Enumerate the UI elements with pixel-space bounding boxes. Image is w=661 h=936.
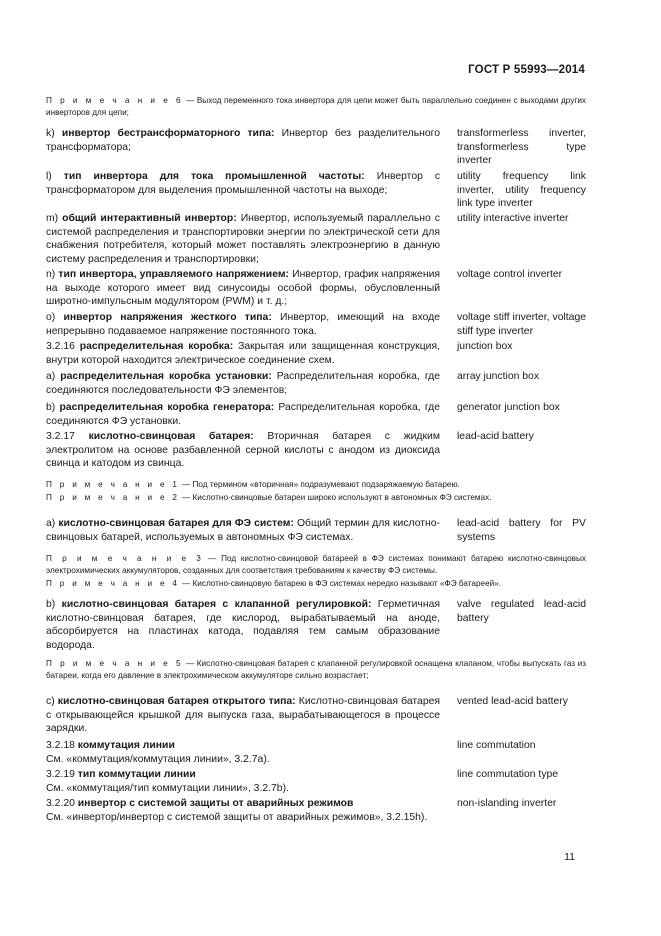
page-number: 11 — [564, 851, 575, 863]
note-label: П р и м е ч а н и е 6 — [46, 96, 184, 105]
term-ru: a) распределительная коробка установки: Распределительная коробка, где соединяются последовательности ФЭ элементов; — [46, 371, 440, 396]
note-4 — [46, 578, 586, 590]
term-definition: Кислотно-свинцовая батарея с открывающейся крышкой для выпуска газа, вырабатывающегося в процессе зарядки. — [46, 696, 441, 735]
term-definition: Вторичная батарея с жидким электролитом на основе разбавленной серной кислоты с анодом из диоксида свинца и катодом из свинца. — [46, 431, 440, 470]
term-title: коммутация линии — [77, 740, 175, 751]
term-ru: 3.2.18 коммутация линии См. «коммутация/коммутация линии», 3.2.7a). — [46, 740, 270, 765]
term-en: utility interactive inverter — [457, 213, 569, 224]
term-title: тип инвертора, управляемого напряжением: — [58, 269, 289, 280]
term-en: vented lead-acid battery — [457, 696, 568, 707]
term-definition: Общий термин для кислотно-свинцовых батарей, используемых в автономных ФЭ системах. — [46, 518, 440, 543]
term-ru: c) кислотно-свинцовая батарея открытого типа: Кислотно-свинцовая батарея с открывающейся крышкой для выпуска газа, вырабатывающегося в процессе зарядки. — [46, 696, 441, 735]
term-title: распределительная коробка генератора: — [59, 402, 275, 413]
note-label: П р и м е ч а н и е 4 — [46, 579, 180, 588]
term-title: общий интерактивный инвертор: — [62, 213, 237, 224]
term-en: line commutation type — [457, 769, 559, 780]
term-title: инвертор с системой защиты от аварийных режимов — [77, 798, 354, 809]
term-en: voltage stiff inverter, voltage stiff type inverter — [457, 312, 586, 337]
term-en: generator junction box — [457, 402, 560, 413]
term-title: распределительная коробка установки: — [60, 371, 272, 382]
term-definition: Инвертор, график напряжения на выходе которого имеет вид синусоиды особой формы, обусловленный широтно-импульсным модулятором (PWM) и т. д.; — [46, 269, 440, 308]
note-text: — Кислотно-свинцовая батарея с клапанной регулировкой оснащена клапаном, чтобы выпускать газ из батареи, когда его давление в электрохимическом аккумуляторе сильно возрастает; — [46, 659, 586, 680]
note-text: — Кислотно-свинцовые батареи широко используют в автономных ФЭ системах. — [179, 493, 492, 502]
term-title: кислотно-свинцовая батарея открытого типа: — [57, 696, 296, 707]
term-title: распределительная коробка: — [79, 341, 234, 352]
term-definition: Инвертор с трансформатором для выделения промышленной частоты на выходе; — [46, 171, 441, 196]
term-ru: k) инвертор бестрансформаторного типа: Инвертор без разделительного трансформатора; — [46, 128, 440, 153]
term-title: инвертор бестрансформаторного типа: — [61, 128, 275, 139]
term-title: кислотно-свинцовая батарея для ФЭ систем: — [58, 518, 294, 529]
note-3 — [46, 553, 586, 576]
note-label: П р и м е ч а н и е 5 — [46, 659, 184, 668]
term-definition: Герметичная кислотно-свинцовая батарея, где кислород, вырабатываемый на аноде, абсорбируется на пластинах катода, подавляя тем самым образование водорода. — [46, 599, 440, 651]
term-ru: 3.2.17 кислотно-свинцовая батарея: Вторичная батарея с жидким электролитом на основе разбавленной серной кислоты с анодом из диоксида свинца и катодом из свинца. — [46, 431, 440, 470]
note-text: — Кислотно-свинцовую батарею в ФЭ системах нередко называют «ФЭ батареей». — [179, 579, 502, 588]
term-ru: n) тип инвертора, управляемого напряжением: Инвертор, график напряжения на выходе которого имеет вид синусоиды особой формы, обусловленный широтно-импульсным модулятором (PWM) и т. д.; — [46, 269, 440, 308]
term-definition: Закрытая или защищенная конструкция, внутри которой находится электрическое соединение схем. — [46, 341, 440, 366]
term-en: utility frequency link inverter, utility frequency link type inverter — [457, 171, 586, 210]
term-definition: Инвертор, используемый параллельно с системой распределения и транспортировки энергии по электрической сети для снабжения потребителя, который может поставлять электроэнергию в данную систему распределения и транспортировки; — [46, 213, 440, 265]
term-ru: a) кислотно-свинцовая батарея для ФЭ систем: Общий термин для кислотно-свинцовых батарей, используемых в автономных ФЭ системах. — [46, 518, 440, 543]
term-en: junction box — [457, 341, 513, 352]
term-en: lead-acid battery for PV systems — [457, 518, 586, 543]
note-5 — [46, 658, 586, 681]
note-2 — [46, 492, 586, 504]
term-en: transformerless inverter, transformerless type inverter — [457, 128, 586, 167]
term-definition: Инвертор, имеющий на входе непрерывно подаваемое напряжение постоянного тока. — [46, 312, 440, 337]
term-ru: 3.2.19 тип коммутации линии См. «коммутация/тип коммутации линии», 3.2.7b). — [46, 769, 289, 794]
term-title: тип инвертора для тока промышленной частоты: — [63, 171, 365, 182]
term-definition: Распределительная коробка, где соединяются последовательности ФЭ элементов; — [46, 371, 440, 396]
term-ru: o) инвертор напряжения жесткого типа: Инвертор, имеющий на входе непрерывно подаваемое напряжение постоянного тока. — [46, 312, 440, 337]
term-en: array junction box — [457, 371, 540, 382]
term-definition: См. «инвертор/инвертор с системой защиты от аварийных режимов», 3.2.15h). — [46, 811, 428, 823]
term-title: кислотно-свинцовая батарея с клапанной регулировкой: — [61, 599, 372, 610]
term-definition: См. «коммутация/тип коммутации линии», 3.2.7b). — [46, 782, 289, 794]
term-definition: См. «коммутация/коммутация линии», 3.2.7a). — [46, 753, 270, 765]
term-ru: l) тип инвертора для тока промышленной частоты: Инвертор с трансформатором для выделения промышленной частоты на выходе; — [46, 171, 441, 196]
term-definition: Распределительная коробка, где соединяются ФЭ установки. — [46, 402, 440, 427]
term-title: тип коммутации линии — [77, 769, 196, 780]
note-6 — [46, 95, 586, 118]
term-definition: Инвертор без разделительного трансформатора; — [46, 128, 440, 153]
note-label: П р и м е ч а н и е 1 — [46, 480, 180, 489]
term-en: lead-acid battery — [457, 431, 534, 442]
note-1 — [46, 479, 586, 491]
term-ru: 3.2.20 инвертор с системой защиты от аварийных режимов См. «инвертор/инвертор с системой защиты от аварийных режимов», 3.2.15h). — [46, 798, 428, 823]
note-text: — Выход переменного тока инвертора для цепи может быть параллельно соединен с выходами других инверторов для цепи; — [46, 96, 587, 117]
term-title: инвертор напряжения жесткого типа: — [63, 312, 272, 323]
term-en: non-islanding inverter — [457, 798, 557, 809]
term-ru: b) распределительная коробка генератора: Распределительная коробка, где соединяются ФЭ установки. — [46, 402, 440, 427]
note-label: П р и м е ч а н и е 2 — [46, 493, 180, 502]
note-text: — Под кислотно-свинцовой батареей в ФЭ системах понимают батарею кислотно-свинцовых электрохимических аккумуляторов, созданных для соответствия требованиям к качеству ФЭ системы. — [46, 554, 586, 575]
term-en: valve regulated lead-acid battery — [457, 599, 586, 624]
term-en: voltage control inverter — [457, 269, 563, 280]
term-ru: m) общий интерактивный инвертор: Инвертор, используемый параллельно с системой распределения и транспортировки энергии по электрической сети для снабжения потребителя, который может поставлять электроэнергию в данную систему распределения и транспортировки; — [46, 213, 440, 265]
term-en: line commutation — [457, 740, 536, 751]
standard-header: ГОСТ Р 55993—2014 — [468, 64, 585, 76]
note-label: П р и м е ч а н и е 3 — [46, 554, 204, 563]
term-title: кислотно-свинцовая батарея: — [88, 431, 254, 442]
term-ru: 3.2.16 распределительная коробка: Закрытая или защищенная конструкция, внутри которой находится электрическое соединение схем. — [46, 341, 440, 366]
note-text: — Под термином «вторичная» подразумевают подзаряжаемую батарею. — [179, 480, 460, 489]
term-ru: b) кислотно-свинцовая батарея с клапанной регулировкой: Герметичная кислотно-свинцовая батарея, где кислород, вырабатываемый на аноде, абсорбируется на пластинах катода, подавляя тем самым образование водорода. — [46, 599, 440, 651]
